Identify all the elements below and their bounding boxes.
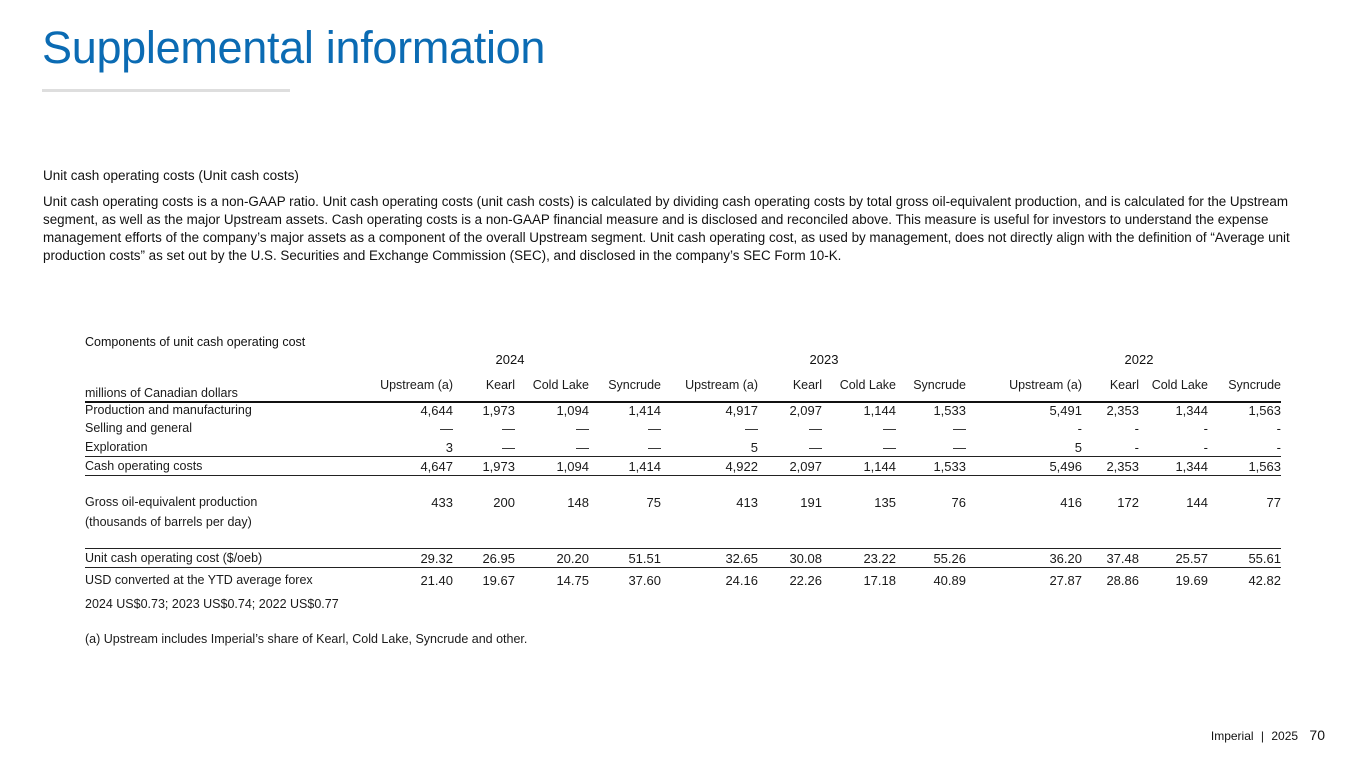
row-label: USD converted at the YTD average forex	[85, 573, 313, 587]
table-cell: —	[745, 421, 758, 436]
column-header: Cold Lake	[532, 378, 589, 392]
footer-company: Imperial	[1210, 729, 1254, 743]
table-cell: —	[809, 440, 822, 455]
column-header: Cold Lake	[839, 378, 896, 392]
table-cell: 21.40	[420, 573, 453, 588]
subtotal-rule	[85, 456, 1281, 457]
column-header: Upstream (a)	[685, 378, 758, 392]
table-cell: 148	[567, 495, 589, 510]
table-cell: 2,097	[789, 403, 822, 418]
row-sublabel: (thousands of barrels per day)	[85, 515, 252, 529]
table-cell: 2,353	[1106, 403, 1139, 418]
table-cell: 42.82	[1248, 573, 1281, 588]
section-body: Unit cash operating costs is a non-GAAP ratio. Unit cash operating costs (unit cash costs) is calculated by dividing cash operating costs by total gross oil-equivalent production, and is calculated for the Upstream segment, as well as the major Upstream assets. Cash operating costs is a non-GAAP financial measure and is disclosed and reconciled above. This measure is useful for investors to understand the expense management efforts of the company’s major assets as a component of the overall Upstream segment. Unit cash operating cost, as used by management, does not directly align with the definition of “Average unit production costs” as set out by the U.S. Securities and Exchange Commission (SEC), and disclosed in the company’s SEC Form 10-K.	[43, 194, 1290, 263]
table-cell: 416	[1060, 495, 1082, 510]
table-cell: 76	[951, 495, 966, 510]
table-cell: 32.65	[725, 551, 758, 566]
table-cell: 1,563	[1248, 459, 1281, 474]
table-cell: 1,563	[1248, 403, 1281, 418]
table-cell: 4,922	[725, 459, 758, 474]
table-cell: -	[1276, 421, 1281, 436]
table-cell: —	[576, 421, 589, 436]
table-cell: -	[1203, 421, 1208, 436]
table-cell: 1,144	[863, 403, 896, 418]
section-heading: Unit cash operating costs (Unit cash costs)	[43, 168, 299, 183]
table-cell: 14.75	[556, 573, 589, 588]
table-cell: -	[1134, 421, 1139, 436]
table-cell: —	[648, 440, 661, 455]
table-cell: 2,353	[1106, 459, 1139, 474]
page-footer	[1211, 727, 1325, 743]
table-cell: -	[1203, 440, 1208, 455]
title-underline	[42, 89, 290, 92]
table-cell: —	[953, 421, 966, 436]
table-cell: 30.08	[789, 551, 822, 566]
table-cell: 4,644	[420, 403, 453, 418]
page-number: 70	[1309, 727, 1325, 743]
year-header-2023: 2023	[809, 352, 839, 367]
table-row-gross-production	[85, 494, 1281, 512]
footer-separator: |	[1260, 729, 1265, 743]
table-cell: 26.95	[482, 551, 515, 566]
table-caption: Components of unit cash operating cost	[85, 335, 306, 349]
row-label: Unit cash operating cost ($/oeb)	[85, 551, 263, 565]
column-header: Upstream (a)	[380, 378, 453, 392]
table-cell: 29.32	[420, 551, 453, 566]
table-row-cash-costs	[85, 458, 1281, 476]
table-row-exploration	[85, 439, 1281, 457]
table-cell: 27.87	[1049, 573, 1082, 588]
table-cell: 1,414	[628, 459, 661, 474]
table-cell: 77	[1266, 495, 1281, 510]
year-header-2024: 2024	[495, 352, 525, 367]
table-cell: 75	[646, 495, 661, 510]
table-cell: 55.61	[1248, 551, 1281, 566]
footer-year: 2025	[1271, 729, 1299, 743]
table-cell: 23.22	[863, 551, 896, 566]
row-sublabel: 2024 US$0.73; 2023 US$0.74; 2022 US$0.77	[85, 597, 339, 611]
table-cell: 5,491	[1049, 403, 1082, 418]
table-cell: 200	[493, 495, 515, 510]
table-cell: 1,144	[863, 459, 896, 474]
table-cell: 19.69	[1175, 573, 1208, 588]
table-cell: 413	[736, 495, 758, 510]
table-cell: -	[1276, 440, 1281, 455]
column-header: Upstream (a)	[1009, 378, 1082, 392]
table-cell: 1,973	[482, 403, 515, 418]
table-cell: 433	[431, 495, 453, 510]
table-cell: 1,344	[1175, 403, 1208, 418]
table-cell: —	[440, 421, 453, 436]
table-cell: 24.16	[725, 573, 758, 588]
table-cell: 37.48	[1106, 551, 1139, 566]
column-header: Kearl	[1109, 378, 1139, 392]
table-cell: 2,097	[789, 459, 822, 474]
column-header: Kearl	[792, 378, 822, 392]
table-cell: 5	[750, 440, 758, 455]
column-header: Kearl	[485, 378, 515, 392]
column-header: Syncrude	[1228, 378, 1281, 392]
table-row-production	[85, 402, 1281, 420]
table-cell: 19.67	[482, 573, 515, 588]
table-cell: 28.86	[1106, 573, 1139, 588]
table-cell: 37.60	[628, 573, 661, 588]
table-cell: 4,917	[725, 403, 758, 418]
column-header: Syncrude	[913, 378, 966, 392]
column-header: Cold Lake	[1151, 378, 1208, 392]
table-cell: —	[648, 421, 661, 436]
row-label: Gross oil-equivalent production	[85, 495, 258, 509]
column-header: Syncrude	[608, 378, 661, 392]
table-cell: 1,973	[482, 459, 515, 474]
table-row-usd	[85, 572, 1281, 590]
table-cell: —	[502, 440, 515, 455]
unit-cost-top-rule	[85, 548, 1281, 549]
table-cell: 1,344	[1175, 459, 1208, 474]
total-rule	[85, 475, 1281, 476]
table-cell: —	[953, 440, 966, 455]
table-cell: 20.20	[556, 551, 589, 566]
table-cell: 5,496	[1049, 459, 1082, 474]
row-label: Cash operating costs	[85, 459, 203, 473]
table-cell: 5	[1074, 440, 1082, 455]
table-cell: 22.26	[789, 573, 822, 588]
year-header-2022: 2022	[1124, 352, 1154, 367]
table-cell: 191	[800, 495, 822, 510]
table-cell: 144	[1186, 495, 1208, 510]
table-cell: 55.26	[933, 551, 966, 566]
table-cell: 1,533	[933, 403, 966, 418]
table-cell: 172	[1117, 495, 1139, 510]
table-row-selling	[85, 420, 1281, 438]
table-cell: —	[502, 421, 515, 436]
table-cell: —	[809, 421, 822, 436]
table-cell: 17.18	[863, 573, 896, 588]
table-cell: 36.20	[1049, 551, 1082, 566]
table-cell: —	[883, 440, 896, 455]
table-cell: 3	[445, 440, 453, 455]
row-label: Exploration	[85, 440, 148, 454]
table-cell: -	[1134, 440, 1139, 455]
table-cell: —	[883, 421, 896, 436]
table-row-unit-cost	[85, 550, 1281, 568]
table-footnote: (a) Upstream includes Imperial’s share of Kearl, Cold Lake, Syncrude and other.	[85, 632, 528, 646]
table-cell: 1,094	[556, 403, 589, 418]
table-cell: 40.89	[933, 573, 966, 588]
row-label: Selling and general	[85, 421, 193, 435]
table-cell: -	[1077, 421, 1082, 436]
table-cell: 1,414	[628, 403, 661, 418]
table-cell: 25.57	[1175, 551, 1208, 566]
units-label: millions of Canadian dollars	[85, 386, 238, 400]
table-cell: 135	[874, 495, 896, 510]
table-cell: 1,533	[933, 459, 966, 474]
table-cell: 4,647	[420, 459, 453, 474]
table-cell: 1,094	[556, 459, 589, 474]
row-label: Production and manufacturing	[85, 403, 252, 417]
table-cell: 51.51	[628, 551, 661, 566]
table-cell: —	[576, 440, 589, 455]
unit-cost-bottom-rule	[85, 567, 1281, 568]
page-title: Supplemental information	[42, 22, 546, 73]
